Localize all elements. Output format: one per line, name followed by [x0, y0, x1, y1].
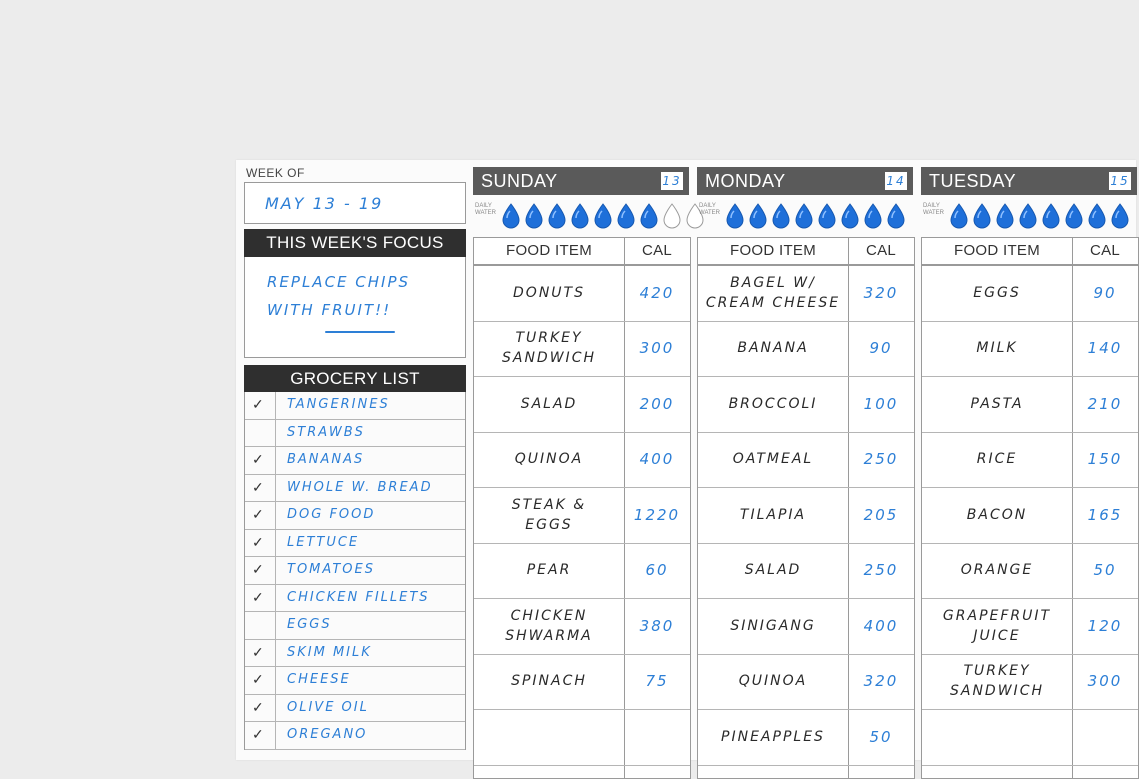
focus-box[interactable] — [244, 257, 466, 358]
food-item: MILK — [976, 340, 1018, 356]
food-item: TILAPIA — [739, 506, 807, 523]
food-calories — [625, 709, 689, 764]
food-row[interactable] — [474, 709, 690, 766]
water-drop-icon[interactable] — [863, 203, 883, 229]
grocery-row[interactable] — [245, 585, 465, 613]
day-header — [473, 167, 689, 195]
water-drop-icon[interactable] — [949, 203, 969, 229]
focus-line-2: WITH FRUIT!! — [267, 301, 392, 319]
grocery-heading: GROCERY LIST — [244, 365, 466, 392]
grocery-check[interactable]: ✓ — [252, 451, 264, 467]
water-drop-icon[interactable] — [639, 203, 659, 229]
daily-water-label: DAILY WATER — [475, 203, 496, 216]
grocery-row[interactable] — [245, 667, 465, 695]
grocery-divider — [275, 530, 276, 557]
water-drop-icon[interactable] — [524, 203, 544, 229]
water-drop-icon[interactable] — [616, 203, 636, 229]
food-row[interactable] — [698, 487, 914, 544]
food-item: SPINACH — [511, 673, 587, 689]
food-calories: 200 — [639, 394, 675, 413]
food-item: TURKEY SANDWICH — [502, 330, 596, 366]
food-row[interactable] — [474, 321, 690, 378]
water-drop-icon[interactable] — [1110, 203, 1130, 229]
food-item: OATMEAL — [732, 451, 814, 467]
food-calories: 90 — [1093, 283, 1117, 302]
water-drop-icon[interactable] — [725, 203, 745, 229]
food-row[interactable] — [922, 487, 1138, 544]
food-row[interactable] — [922, 598, 1138, 655]
grocery-row[interactable] — [245, 475, 465, 503]
food-calories: 300 — [639, 339, 675, 357]
food-item: PINEAPPLES — [721, 728, 825, 745]
food-row[interactable] — [698, 654, 914, 711]
food-item: QUINOA — [738, 673, 808, 689]
grocery-row[interactable] — [245, 420, 465, 448]
grocery-divider — [275, 420, 276, 447]
grocery-item: DOG FOOD — [287, 507, 376, 522]
water-drop-icon[interactable] — [794, 203, 814, 229]
grocery-check[interactable]: ✓ — [252, 506, 264, 522]
week-of-label: WEEK OF — [246, 166, 305, 180]
food-calories: 400 — [863, 616, 899, 635]
week-of-value: MAY 13 - 19 — [265, 194, 384, 213]
grocery-row[interactable] — [245, 392, 465, 420]
water-drop-icon[interactable] — [570, 203, 590, 229]
calories-header: CAL — [1089, 242, 1121, 259]
grocery-row[interactable] — [245, 447, 465, 475]
food-calories: 140 — [1087, 339, 1123, 357]
food-row[interactable] — [922, 321, 1138, 378]
food-item-header: FOOD ITEM — [953, 242, 1041, 259]
food-row[interactable] — [698, 709, 914, 766]
water-drop-icon[interactable] — [748, 203, 768, 229]
day-column-monday — [697, 167, 913, 767]
food-calories — [1073, 709, 1137, 764]
grocery-item: LETTUCE — [287, 534, 360, 550]
grocery-check[interactable]: ✓ — [252, 478, 264, 495]
food-calories: 300 — [1087, 672, 1123, 690]
food-table — [473, 237, 691, 779]
food-calories: 165 — [1087, 505, 1123, 524]
food-item: SALAD — [744, 562, 802, 578]
day-name: MONDAY — [705, 171, 786, 191]
food-calories: 320 — [863, 672, 899, 690]
food-row[interactable] — [922, 543, 1138, 600]
food-calories: 250 — [863, 450, 899, 468]
food-row[interactable] — [698, 376, 914, 433]
calories-header: CAL — [641, 242, 673, 259]
grocery-divider — [275, 722, 276, 749]
food-row[interactable] — [474, 487, 690, 544]
food-item: EGGS — [973, 284, 1021, 301]
water-drop-icon[interactable] — [1064, 203, 1084, 229]
food-item: BROCCOLI — [728, 395, 818, 412]
grocery-item: CHEESE — [287, 672, 351, 687]
water-drops — [725, 203, 906, 229]
food-calories: 250 — [863, 561, 899, 579]
grocery-item: TANGERINES — [287, 397, 390, 412]
grocery-row[interactable] — [245, 530, 465, 558]
food-calories: 1220 — [633, 505, 681, 524]
food-row[interactable] — [698, 432, 914, 489]
week-of-field[interactable] — [244, 182, 466, 224]
food-row[interactable] — [474, 654, 690, 711]
food-row[interactable] — [698, 543, 914, 600]
food-row[interactable] — [922, 376, 1138, 433]
daily-water-tracker — [697, 197, 913, 237]
water-drop-icon[interactable] — [972, 203, 992, 229]
food-row[interactable] — [922, 432, 1138, 489]
food-row[interactable] — [698, 321, 914, 378]
water-drop-icon[interactable] — [1018, 203, 1038, 229]
day-name: TUESDAY — [929, 171, 1017, 191]
food-item: BACON — [966, 506, 1028, 523]
grocery-row[interactable] — [245, 722, 465, 750]
food-item: ORANGE — [960, 562, 1034, 578]
daily-water-tracker — [921, 197, 1137, 237]
grocery-divider — [275, 612, 276, 639]
grocery-divider — [275, 447, 276, 474]
water-drops — [949, 203, 1130, 229]
daily-water-label: DAILY WATER — [699, 203, 720, 216]
water-drop-icon[interactable] — [1041, 203, 1061, 229]
food-row[interactable] — [922, 265, 1138, 322]
food-item: BANANA — [737, 340, 809, 356]
grocery-row[interactable] — [245, 695, 465, 723]
day-name: SUNDAY — [481, 171, 558, 191]
food-calories: 90 — [869, 339, 893, 357]
daily-water-label: DAILY WATER — [923, 203, 944, 216]
food-item: RICE — [976, 451, 1018, 467]
food-row[interactable] — [474, 265, 690, 322]
food-item: CHICKEN SHWARMA — [505, 607, 593, 644]
food-item: PEAR — [526, 562, 572, 578]
grocery-item: OREGANO — [287, 727, 368, 742]
food-calories: 150 — [1087, 450, 1123, 468]
grocery-divider — [275, 695, 276, 722]
grocery-item: SKIM MILK — [287, 644, 372, 660]
day-column-tuesday — [921, 167, 1137, 767]
food-row[interactable] — [698, 598, 914, 655]
grocery-divider — [275, 475, 276, 502]
grocery-check[interactable]: ✓ — [252, 396, 264, 412]
day-date[interactable]: 15 — [1110, 174, 1130, 188]
food-item: DONUTS — [513, 284, 585, 301]
grocery-check[interactable]: ✓ — [252, 726, 264, 742]
water-drop-icon[interactable] — [840, 203, 860, 229]
grocery-list — [244, 392, 466, 750]
day-header — [921, 167, 1137, 195]
grocery-row[interactable] — [245, 612, 465, 640]
water-drop-icon[interactable] — [995, 203, 1015, 229]
food-calories: 420 — [639, 283, 675, 302]
food-row[interactable] — [474, 598, 690, 655]
food-calories: 50 — [1093, 561, 1117, 579]
food-item — [922, 709, 1072, 764]
grocery-row[interactable] — [245, 557, 465, 585]
food-item: SINIGANG — [730, 617, 816, 634]
grocery-divider — [275, 557, 276, 584]
food-calories: 75 — [645, 672, 669, 690]
food-row[interactable] — [922, 654, 1138, 711]
focus-line-1: REPLACE CHIPS — [267, 273, 411, 291]
food-row[interactable] — [474, 543, 690, 600]
food-calories: 320 — [863, 283, 899, 302]
grocery-divider — [275, 667, 276, 694]
grocery-divider — [275, 502, 276, 529]
grocery-item: OLIVE OIL — [287, 699, 369, 715]
day-column-sunday — [473, 167, 689, 767]
grocery-check[interactable]: ✓ — [252, 698, 264, 715]
food-item: SALAD — [520, 395, 578, 412]
food-item: BAGEL W/ CREAM CHEESE — [705, 274, 841, 311]
food-row[interactable] — [474, 432, 690, 489]
food-row[interactable] — [474, 376, 690, 433]
food-item: GRAPEFRUIT JUICE — [942, 607, 1052, 644]
grocery-divider — [275, 640, 276, 667]
food-calories: 210 — [1087, 394, 1123, 413]
grocery-item: EGGS — [287, 617, 332, 632]
food-row[interactable] — [698, 265, 914, 322]
grocery-check[interactable]: ✓ — [252, 533, 264, 550]
grocery-item: STRAWBS — [287, 424, 365, 440]
grocery-check[interactable]: ✓ — [252, 643, 264, 660]
food-calories: 60 — [645, 561, 669, 579]
food-table — [697, 237, 915, 779]
calories-header: CAL — [865, 242, 897, 259]
day-date[interactable]: 13 — [662, 174, 682, 188]
food-calories: 380 — [639, 616, 675, 635]
focus-underline — [325, 331, 395, 333]
grocery-item: WHOLE W. BREAD — [287, 479, 433, 495]
grocery-check[interactable]: ✓ — [252, 561, 264, 577]
grocery-divider — [275, 585, 276, 612]
focus-heading: THIS WEEK'S FOCUS — [244, 229, 466, 257]
food-item — [474, 709, 624, 764]
food-item: STEAK & EGGS — [511, 496, 587, 533]
grocery-check[interactable]: ✓ — [252, 671, 264, 687]
food-row[interactable] — [922, 709, 1138, 766]
water-drop-icon[interactable] — [547, 203, 567, 229]
grocery-row[interactable] — [245, 502, 465, 530]
food-item: QUINOA — [514, 451, 584, 467]
meal-planner-sheet — [236, 160, 1136, 760]
water-drop-icon[interactable] — [886, 203, 906, 229]
food-item: PASTA — [970, 395, 1024, 412]
food-item-header: FOOD ITEM — [505, 242, 593, 259]
food-calories: 205 — [863, 505, 899, 524]
grocery-row[interactable] — [245, 640, 465, 668]
water-drop-icon[interactable] — [1087, 203, 1107, 229]
water-drop-icon[interactable] — [771, 203, 791, 229]
grocery-item: CHICKEN FILLETS — [287, 589, 430, 605]
food-item: TURKEY SANDWICH — [950, 663, 1044, 699]
daily-water-tracker — [473, 197, 689, 237]
grocery-check[interactable]: ✓ — [252, 588, 264, 605]
water-drop-icon[interactable] — [501, 203, 521, 229]
food-table — [921, 237, 1139, 779]
grocery-divider — [275, 392, 276, 419]
water-drop-icon[interactable] — [593, 203, 613, 229]
water-drop-icon[interactable] — [662, 203, 682, 229]
water-drop-icon[interactable] — [817, 203, 837, 229]
food-calories: 400 — [639, 450, 675, 468]
grocery-item: BANANAS — [287, 452, 365, 467]
food-calories: 120 — [1087, 616, 1123, 635]
food-item-header: FOOD ITEM — [729, 242, 817, 259]
food-calories: 50 — [869, 727, 893, 746]
food-calories: 100 — [863, 394, 899, 413]
grocery-item: TOMATOES — [287, 562, 375, 577]
day-header — [697, 167, 913, 195]
water-drops — [501, 203, 705, 229]
day-date[interactable]: 14 — [886, 174, 906, 188]
